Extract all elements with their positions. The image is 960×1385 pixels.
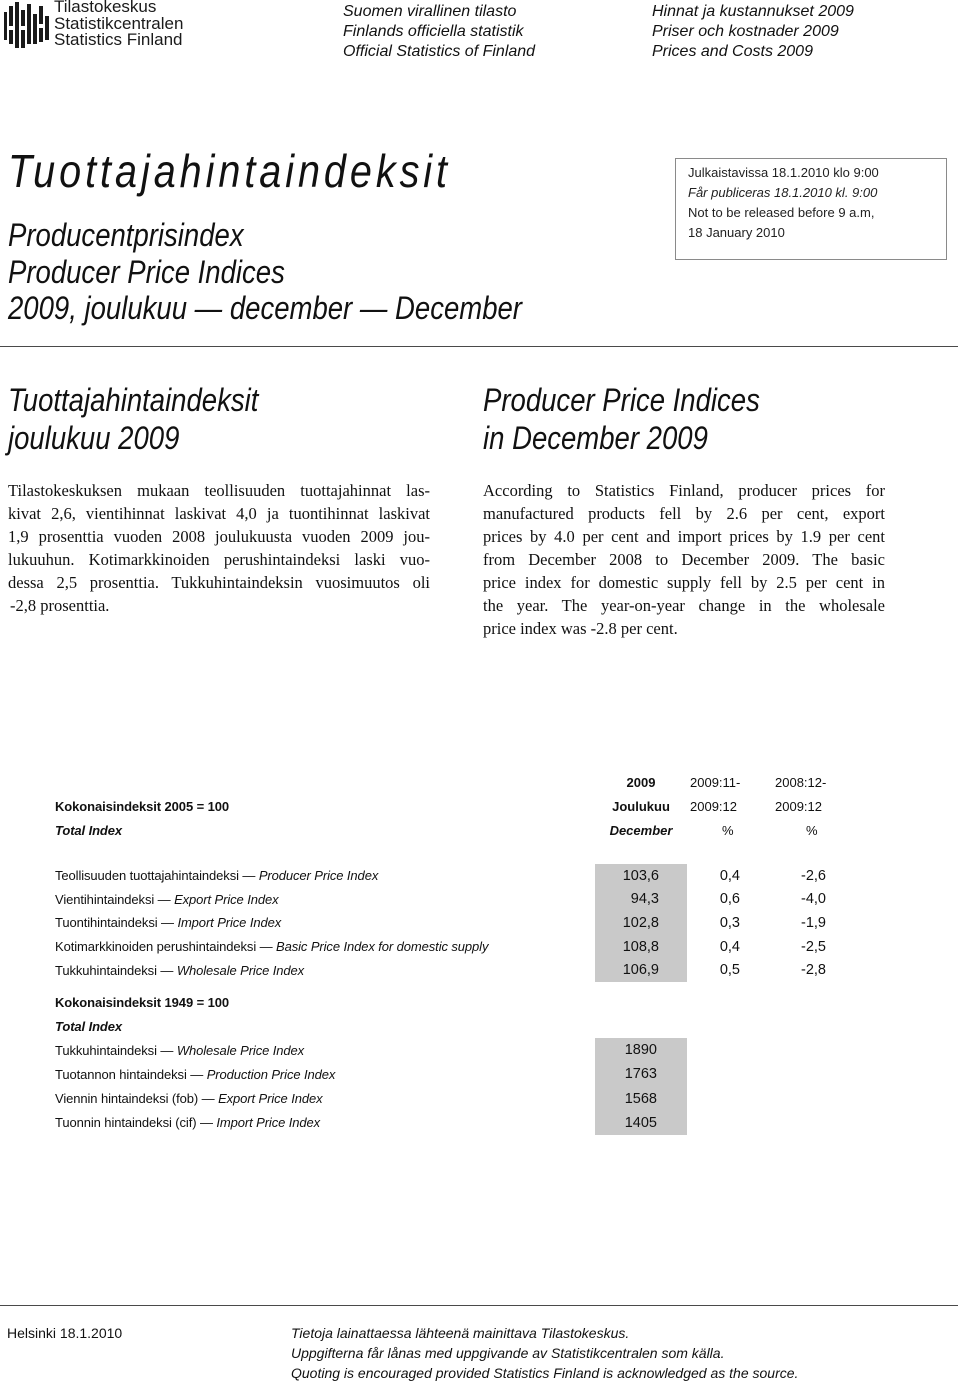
heading-line (483, 381, 805, 419)
row-label (55, 1062, 595, 1086)
row-label-english: Import Price Index (216, 1115, 321, 1131)
footer-citation-notice (291, 1323, 798, 1383)
logo-bars-icon (4, 2, 52, 50)
row-label-finnish: Tukkuhintaindeksi — (55, 1042, 174, 1058)
row-label-english: Production Price Index (206, 1066, 336, 1082)
section-subtitle: Total Index (55, 822, 123, 838)
row-label (55, 911, 595, 935)
row-label-finnish: Kotimarkkinoiden perushintaindeksi — (55, 939, 273, 955)
month-change-value: 0,4 (719, 938, 740, 955)
index-value: 1405 (595, 1111, 687, 1135)
row-label-english: Export Price Index (218, 1091, 323, 1107)
year-change-value: -4,0 (801, 891, 826, 908)
row-label-finnish: Tukkuhintaindeksi — (55, 962, 174, 978)
row-label (55, 888, 595, 912)
year-change-value: -2,5 (801, 938, 826, 955)
heading-text: Producer Price Indices (483, 382, 760, 418)
text-line: Tilastokeskuksen mukaan teollisuuden tuottajahinnat las- (8, 481, 430, 500)
col-index-header: December (609, 822, 673, 838)
section-subtitle: Total Index (55, 1018, 123, 1034)
col-index-header: Joulukuu (612, 798, 670, 814)
month-change-value: 0,3 (719, 914, 740, 931)
subtitle-swedish (8, 217, 606, 254)
text-line: price index for domestic supply fell by 2.5 per cent in (483, 573, 885, 592)
index-value: 102,8 (595, 911, 687, 935)
heading-line (483, 419, 805, 457)
series-line: Official Statistics of Finland (343, 43, 536, 60)
page-title (8, 145, 523, 197)
table-header-row (55, 794, 840, 818)
table-header-row (55, 770, 840, 794)
release-line-date: 18 January 2010 (688, 225, 785, 240)
table-row (55, 935, 840, 959)
row-label (55, 935, 595, 959)
summary-text-finnish (8, 479, 430, 617)
col-month-change-header: 2009:11- (690, 774, 741, 790)
release-line-english: Not to be released before 9 a.m, (688, 205, 875, 220)
notice-line-english: Quoting is encouraged provided Statistics Finland is acknowledged as the source. (291, 1365, 799, 1381)
table-section-row (55, 991, 840, 1015)
row-label-finnish: Viennin hintaindeksi (fob) — (55, 1091, 215, 1107)
release-line-swedish: Får publiceras 18.1.2010 kl. 9:00 (688, 185, 878, 200)
table-row (55, 911, 840, 935)
logo-line-finnish: Tilastokeskus (54, 0, 157, 16)
topic-line: Hinnat ja kustannukset 2009 (652, 3, 854, 20)
row-label-finnish: Tuonnin hintaindeksi (cif) — (55, 1115, 213, 1131)
table-row (55, 864, 840, 888)
table-row (55, 1086, 840, 1110)
notice-line-finnish: Tietoja lainattaessa lähteenä mainittava Tilastokeskus. (291, 1325, 630, 1341)
row-label-english: Basic Price Index for domestic supply (276, 939, 489, 955)
row-label-english: Export Price Index (174, 891, 279, 907)
year-change-value: -2,8 (801, 962, 826, 979)
col-year-change-unit: % (806, 822, 818, 838)
heading-line (8, 419, 299, 457)
topic-line: Prices and Costs 2009 (652, 43, 813, 60)
row-label-finnish: Tuotannon hintaindeksi — (55, 1066, 204, 1082)
subtitle-text: 2009, joulukuu — december — December (8, 290, 522, 326)
summary-heading-english (483, 381, 805, 457)
table-row (55, 888, 840, 912)
header-divider (0, 346, 958, 347)
subtitle-english (8, 254, 606, 291)
statistics-finland-logo (0, 0, 184, 52)
text-line: -2,8 prosenttia. (10, 596, 110, 615)
release-embargo-box (675, 158, 947, 260)
topic-label (652, 2, 854, 62)
release-line-finnish: Julkaistavissa 18.1.2010 klo 9:00 (688, 165, 879, 180)
table-section-row (55, 1015, 840, 1038)
table-row (55, 1111, 840, 1135)
month-change-value: 0,5 (719, 962, 740, 979)
footer-divider (0, 1305, 958, 1306)
row-label-english: Import Price Index (177, 915, 282, 931)
row-label-english: Producer Price Index (258, 868, 379, 884)
text-line: prices by 4.0 per cent and import prices by 1.9 per cent (483, 527, 885, 546)
table-spacer (55, 982, 840, 991)
summary-text-english (483, 479, 885, 640)
index-value: 108,8 (595, 935, 687, 959)
series-line: Suomen virallinen tilasto (343, 3, 517, 20)
row-label (55, 1038, 595, 1062)
section-title: Kokonaisindeksit 2005 = 100 (55, 798, 229, 814)
table-spacer (55, 842, 840, 864)
text-line: manufactured products fell by 2.6 per cent, export (483, 504, 885, 523)
summary-heading-finnish (8, 381, 299, 457)
index-value: 94,3 (595, 888, 687, 912)
text-line: 1,9 prosenttia vuoden 2008 joulukuusta vuoden 2009 jou- (8, 527, 430, 546)
index-value: 103,6 (595, 864, 687, 888)
col-month-change-unit: % (722, 822, 734, 838)
index-value: 1763 (595, 1062, 687, 1086)
subtitle-text: Producer Price Indices (8, 253, 285, 290)
header-label-cell (55, 770, 595, 794)
col-year-change-header: 2009:12 (775, 798, 822, 814)
section-title: Kokonaisindeksit 1949 = 100 (55, 995, 229, 1011)
row-label-finnish: Tuontihintaindeksi — (55, 915, 174, 931)
footer-place-date: Helsinki 18.1.2010 (7, 1325, 123, 1341)
col-index-header: 2009 (626, 774, 656, 790)
row-label (55, 1086, 595, 1110)
index-value: 1568 (595, 1086, 687, 1110)
row-label-finnish: Teollisuuden tuottajahintaindeksi — (55, 868, 256, 884)
month-change-value: 0,6 (719, 891, 740, 908)
text-line: According to Statistics Finland, producer prices for (483, 481, 885, 500)
series-line: Finlands officiella statistik (343, 23, 524, 40)
year-change-value: -1,9 (801, 914, 826, 931)
subtitle-text: Producentprisindex (8, 217, 244, 253)
table-row (55, 1062, 840, 1086)
heading-text: Tuottajahintaindeksit (8, 382, 259, 418)
row-label-finnish: Vientihintaindeksi — (55, 891, 171, 907)
text-line: dessa 2,5 prosenttia. Tukkuhintaindeksin vuosimuutos oli (8, 573, 430, 592)
price-index-table (55, 770, 840, 1135)
index-value: 106,9 (595, 958, 687, 982)
logo-line-english: Statistics Finland (54, 30, 183, 49)
month-change-value: 0,4 (719, 867, 740, 884)
text-line: kivat 2,6, vientihinnat laskivat 4,0 ja tuontihinnat laskivat (8, 504, 430, 523)
row-label-english: Wholesale Price Index (176, 962, 305, 978)
notice-line-swedish: Uppgifterna får lånas med uppgivande av Statistikcentralen som källa. (291, 1345, 725, 1361)
heading-line (8, 381, 299, 419)
row-label (55, 1111, 595, 1135)
table-row (55, 958, 840, 982)
logo-wordmark (54, 0, 183, 49)
table-row (55, 1038, 840, 1062)
text-line: price index was -2.8 per cent. (483, 619, 678, 638)
index-value: 1890 (595, 1038, 687, 1062)
text-line: from December 2008 to December 2009. The basic (483, 550, 885, 569)
page-subtitles (8, 217, 606, 327)
row-label-english: Wholesale Price Index (176, 1042, 305, 1058)
year-change-value: -2,6 (801, 867, 826, 884)
col-year-change-header: 2008:12- (775, 774, 827, 790)
official-statistics-label (343, 2, 535, 62)
heading-text: in December 2009 (483, 420, 708, 456)
row-label (55, 864, 595, 888)
page-title-text: Tuottajahintaindeksit (8, 145, 452, 197)
logo-line-swedish: Statistikcentralen (54, 13, 183, 33)
table-header-row (55, 818, 840, 842)
text-line: lukuuhun. Kotimarkkinoiden perushintaindeksi laski vuo- (8, 550, 430, 569)
subtitle-period (8, 290, 606, 327)
text-line: the year. The year-on-year change in the wholesale (483, 596, 885, 615)
topic-line: Priser och kostnader 2009 (652, 23, 839, 40)
heading-text: joulukuu 2009 (8, 420, 180, 456)
col-month-change-header: 2009:12 (690, 798, 737, 814)
row-label (55, 958, 595, 982)
